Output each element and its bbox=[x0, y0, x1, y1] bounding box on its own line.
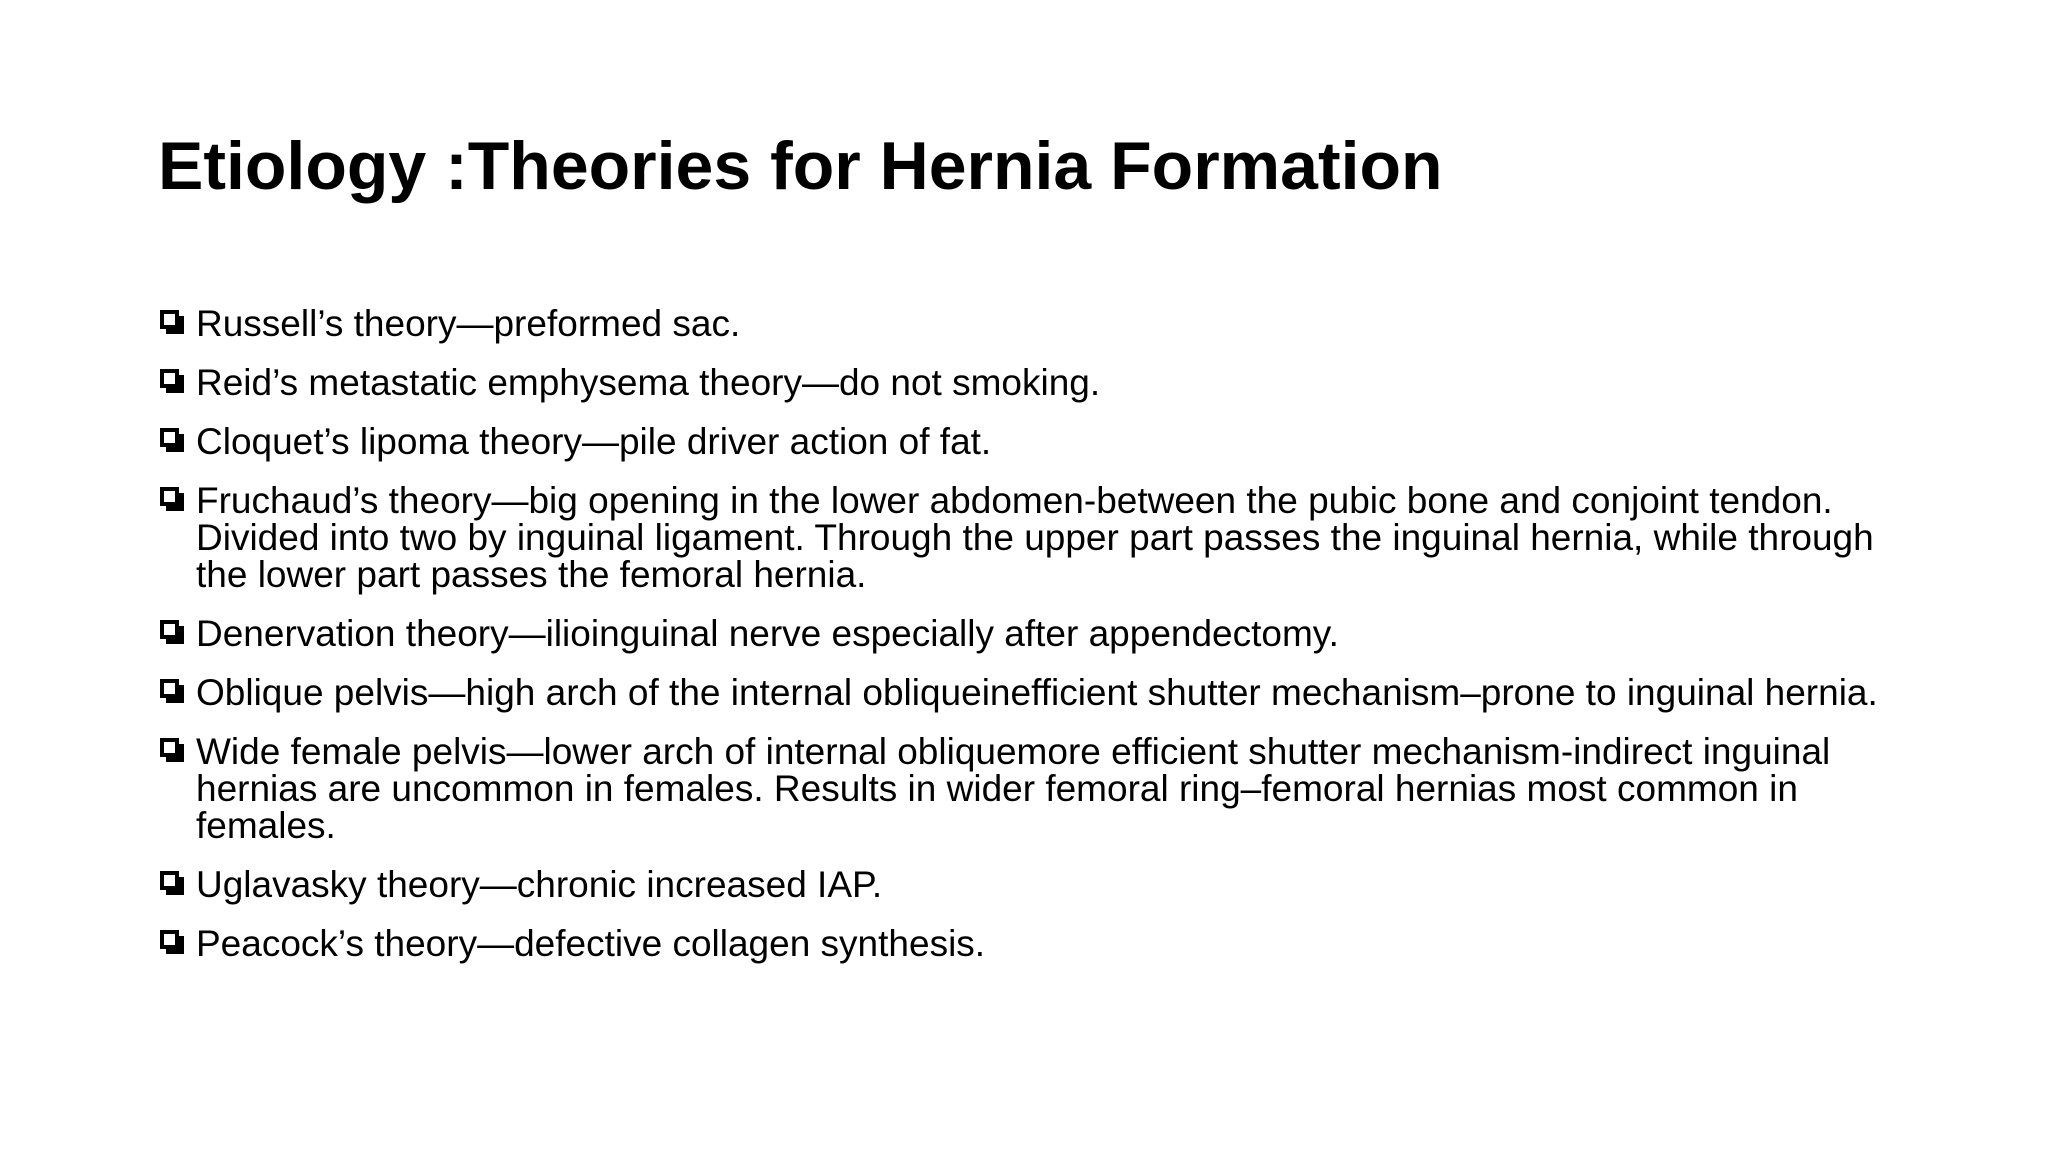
checkbox-square-icon bbox=[160, 738, 179, 757]
bullet-text: Wide female pelvis—lower arch of internal obliquemore efficient shutter mechanism-indirect inguinal hernias are uncommon in females. Results in wider femoral ring–femoral hernias most common in females. bbox=[196, 731, 1831, 846]
slide-title: Etiology :Theories for Hernia Formation bbox=[158, 128, 1443, 204]
checkbox-square-icon bbox=[160, 930, 179, 949]
bullet-text: Reid’s metastatic emphysema theory—do not smoking. bbox=[196, 362, 1101, 403]
bullet-item bbox=[158, 423, 1918, 460]
checkbox-square-icon bbox=[160, 487, 179, 506]
bullet-text: Cloquet’s lipoma theory—pile driver action of fat. bbox=[196, 421, 992, 462]
bullet-item bbox=[158, 482, 1918, 593]
bullet-item bbox=[158, 364, 1918, 401]
bullet-text: Fruchaud’s theory—big opening in the lower abdomen-between the pubic bone and conjoint tendon. Divided into two by inguinal ligament. Through the upper part passes the inguinal hernia, while through the lower part passes the femoral hernia. bbox=[196, 480, 1874, 595]
bullet-text: Denervation theory—ilioinguinal nerve especially after appendectomy. bbox=[196, 613, 1339, 654]
bullet-text: Uglavasky theory—chronic increased IAP. bbox=[196, 864, 883, 905]
checkbox-square-icon bbox=[160, 871, 179, 890]
checkbox-square-icon bbox=[160, 620, 179, 639]
bullet-text: Oblique pelvis—high arch of the internal obliqueinefficient shutter mechanism–prone to inguinal hernia. bbox=[196, 672, 1878, 713]
bullet-text: Russell’s theory—preformed sac. bbox=[196, 303, 741, 344]
bullet-item bbox=[158, 733, 1918, 844]
bullet-item bbox=[158, 305, 1918, 342]
checkbox-square-icon bbox=[160, 310, 179, 329]
bullet-item bbox=[158, 615, 1918, 652]
checkbox-square-icon bbox=[160, 369, 179, 388]
checkbox-square-icon bbox=[160, 679, 179, 698]
bullet-item bbox=[158, 925, 1918, 962]
checkbox-square-icon bbox=[160, 428, 179, 447]
bullet-text: Peacock’s theory—defective collagen synthesis. bbox=[196, 923, 986, 964]
bullet-item bbox=[158, 674, 1918, 711]
bullet-item bbox=[158, 866, 1918, 903]
bullet-list bbox=[158, 305, 1918, 984]
